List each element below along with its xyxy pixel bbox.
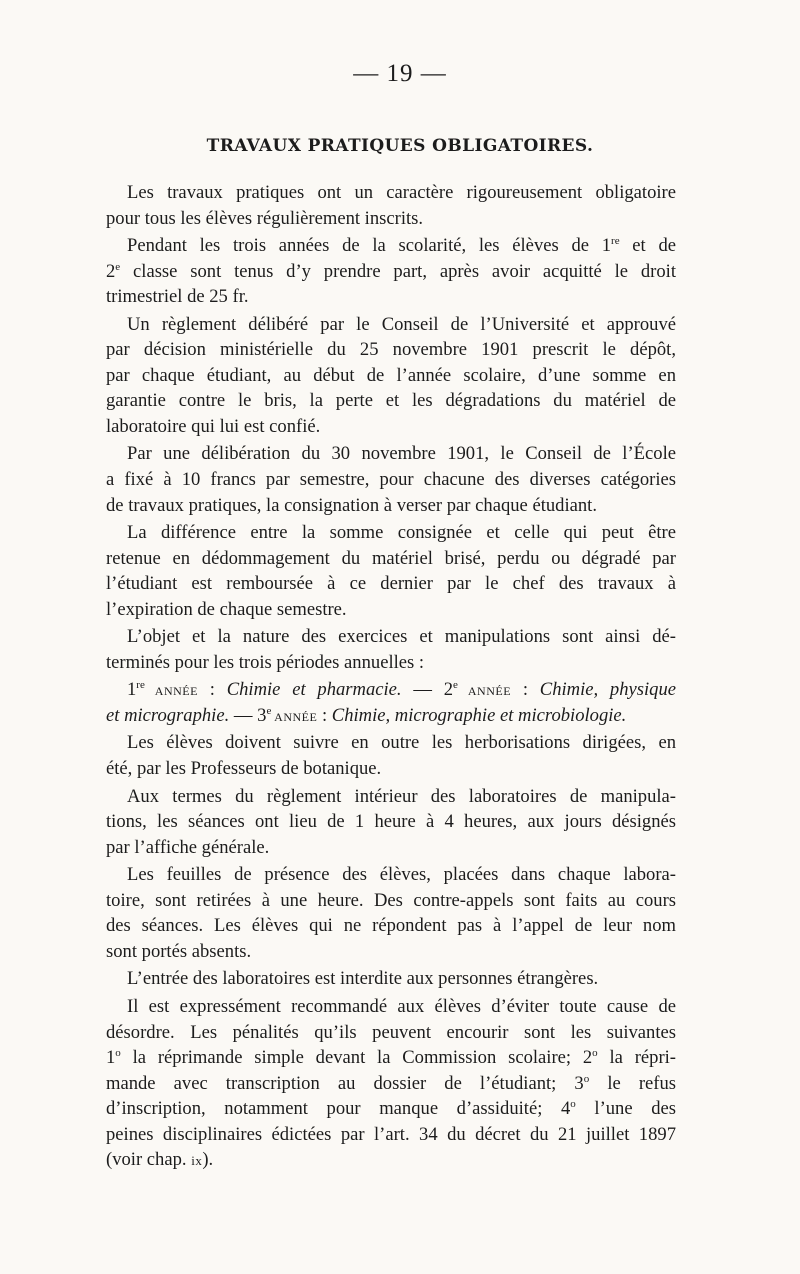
page-number: — 19 — [353, 60, 447, 87]
text-line: Les élèves doivent suivre en outre les herborisations dirigées, en [127, 732, 676, 754]
text-line: toire, sont retirées à une heure. Des contre-appels sont faits au cours [106, 889, 676, 911]
text-line: d’inscription, notamment pour manque d’assiduité; 4$^o$ l’une des [106, 1097, 676, 1120]
section-heading: TRAVAUX PRATIQUES OBLIGATOIRES. [206, 136, 594, 156]
text-line: 2e classe sont tenus d’y prendre part, après avoir acquitté le droit [106, 260, 676, 282]
text-line: désordre. Les pénalités qu’ils peuvent encourir sont les suivantes [106, 1021, 676, 1043]
text-line: Un règlement délibéré par le Conseil de l’Université et approuvé [127, 313, 676, 335]
text-line: 1$^o$ la réprimande simple devant la Commission scolaire; 2$^o$ la répri- [106, 1046, 676, 1069]
text-line: laboratoire qui lui est confié. [106, 415, 321, 437]
text-line: trimestriel de 25 fr. [106, 286, 249, 308]
text-line: par décision ministérielle du 25 novembre 1901 prescrit le dépôt, [106, 339, 676, 361]
text-line: par l’affiche générale. [106, 836, 270, 858]
text-line: des séances. Les élèves qui ne répondent pas à l’appel de leur nom [106, 915, 676, 937]
text-line: Les feuilles de présence des élèves, placées dans chaque labora- [127, 864, 676, 886]
text-line: Aux termes du règlement intérieur des laboratoires de manipula- [127, 785, 676, 807]
text-line: l’étudiant est remboursée à ce dernier par le chef des travaux à [106, 573, 676, 595]
text-line: 1re ANNÉE : Chimie et pharmacie. — 2e ANNÉE : Chimie, physique [127, 679, 677, 701]
text-line: Pendant les trois années de la scolarité, les élèves de 1re et de [127, 234, 676, 257]
text-line: (voir chap. ix). [106, 1149, 214, 1171]
text-line: garantie contre le bris, la perte et les dégradations du matériel de [106, 390, 676, 412]
body-text [106, 180, 676, 1173]
text-line: Par une délibération du 30 novembre 1901, le Conseil de l’École [127, 443, 676, 465]
text-line: l’expiration de chaque semestre. [106, 598, 347, 620]
text-line: La différence entre la somme consignée et celle qui peut être [127, 522, 676, 544]
text-line: Il est expressément recommandé aux élèves d’éviter toute cause de [127, 995, 676, 1017]
text-line: par chaque étudiant, au début de l’année scolaire, d’une somme en [106, 364, 676, 386]
text-line: tions, les séances ont lieu de 1 heure à 4 heures, aux jours désignés [106, 811, 676, 833]
text-line: terminés pour les trois périodes annuelles : [106, 651, 425, 673]
text-line: a fixé à 10 francs par semestre, pour chacune des diverses catégories [106, 469, 676, 491]
text-line: peines disciplinaires édictées par l’art. 34 du décret du 21 juillet 1897 [106, 1123, 676, 1145]
text-line: L’entrée des laboratoires est interdite aux personnes étrangères. [127, 968, 599, 990]
text-line: mande avec transcription au dossier de l’étudiant; 3$^o$ le refus [106, 1072, 677, 1094]
text-line: L’objet et la nature des exercices et manipulations sont ainsi dé- [127, 626, 676, 648]
text-line: Les travaux pratiques ont un caractère rigoureusement obligatoire [127, 182, 676, 203]
text-line: et micrographie. — 3e ANNÉE : Chimie, micrographie et microbiologie. [106, 704, 627, 726]
text-line: retenue en dédommagement du matériel brisé, perdu ou dégradé par [106, 547, 676, 569]
text-line: été, par les Professeurs de botanique. [106, 758, 382, 780]
text-line: de travaux pratiques, la consignation à verser par chaque étudiant. [106, 494, 597, 516]
text-line: sont portés absents. [106, 940, 252, 962]
text-line: pour tous les élèves régulièrement inscrits. [106, 207, 424, 229]
